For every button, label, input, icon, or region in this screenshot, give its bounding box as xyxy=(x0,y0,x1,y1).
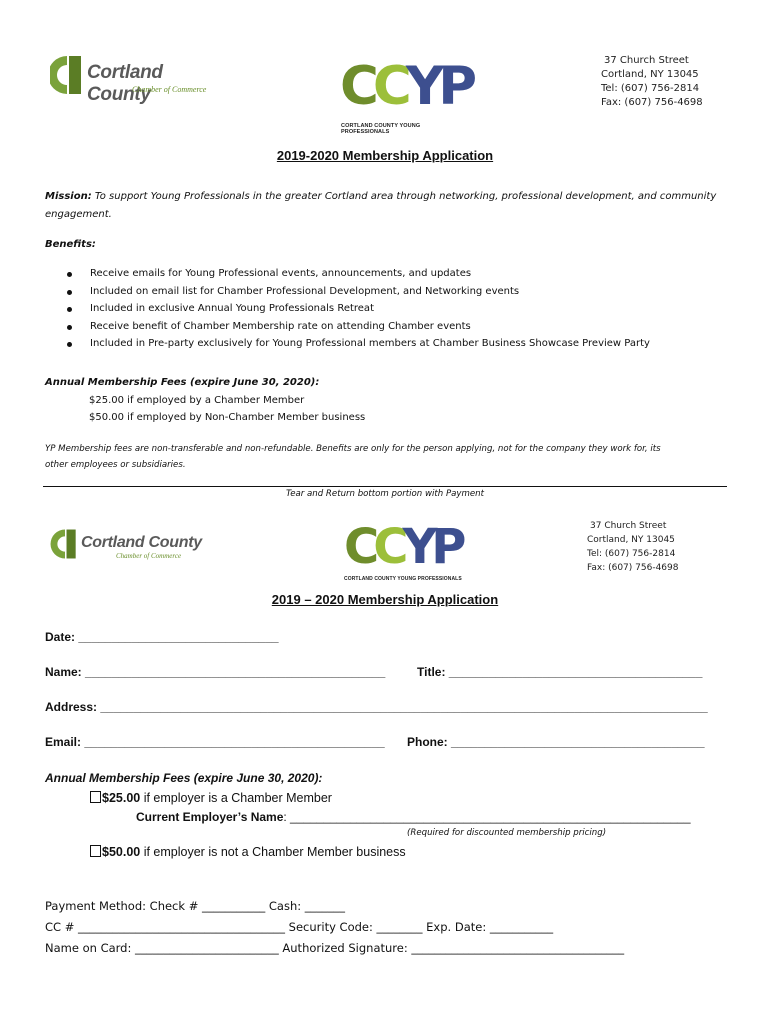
address-tel: Tel: (607) 756-2814 xyxy=(601,83,700,94)
tear-line-divider xyxy=(43,486,727,487)
chamber-logo-icon xyxy=(50,54,84,96)
list-item: Receive benefit of Chamber Membership rate on attending Chamber events xyxy=(45,318,735,336)
ccyp-logo-subtitle: CORTLAND COUNTY YOUNG PROFESSIONALS xyxy=(344,576,462,582)
benefits-label: Benefits: xyxy=(45,239,96,250)
option-non-chamber[interactable] xyxy=(90,845,406,859)
top-address-block xyxy=(601,54,703,110)
form-title: 2019 – 2020 Membership Application xyxy=(271,592,499,607)
mission-statement xyxy=(45,188,735,224)
list-item: Included in exclusive Annual Young Professionals Retreat xyxy=(45,300,735,318)
employer-line[interactable]: : ____________________________________________________________ xyxy=(283,810,691,824)
chamber-logo-bottom xyxy=(50,528,210,564)
list-item: Receive emails for Young Professional events, announcements, and updates xyxy=(45,265,735,283)
bullet-icon xyxy=(67,307,72,312)
address-city: Cortland, NY 13045 xyxy=(601,69,699,80)
address-field[interactable]: Address: ___________________________________________________________________________________________ xyxy=(45,700,708,714)
top-page-title: 2019-2020 Membership Application xyxy=(276,148,494,163)
chamber-logo-icon xyxy=(50,528,80,560)
mission-label: Mission: xyxy=(45,191,92,202)
option-amount: $50.00 xyxy=(102,845,141,859)
title-field[interactable]: Title: ______________________________________ xyxy=(417,665,703,679)
address-fax: Fax: (607) 756-4698 xyxy=(587,563,679,573)
chamber-logo xyxy=(50,54,230,105)
employer-label: Current Employer’s Name xyxy=(136,810,284,824)
chamber-logo-subtitle: Chamber of Commerce xyxy=(132,85,207,94)
ccyp-logo-bottom xyxy=(344,519,474,586)
option-chamber-member[interactable] xyxy=(90,791,332,805)
list-item: Included on email list for Chamber Professional Development, and Networking events xyxy=(45,283,735,301)
date-field[interactable]: Date: ______________________________ xyxy=(45,630,279,644)
mission-text: To support Young Professionals in the greater Cortland area through networking, professional development, and community xyxy=(91,191,717,202)
list-item: Included in Pre-party exclusively for Young Professional members at Chamber Business Showcase Preview Party xyxy=(45,335,735,353)
refund-note: YP Membership fees are non-transferable and non-refundable. Benefits are only for the person applying, not for the company they work for, its other employees or subsidiaries. xyxy=(45,444,661,470)
ccyp-logo-letters: CCYP xyxy=(340,56,472,117)
top-fees-heading: Annual Membership Fees (expire June 30, 2020): xyxy=(45,377,320,388)
checkbox-non-chamber[interactable] xyxy=(90,845,101,857)
name-on-card-field[interactable]: Name on Card: _________________________ Authorized Signature: _____________________________________ xyxy=(45,941,625,955)
address-fax: Fax: (607) 756-4698 xyxy=(601,97,703,108)
employer-name-field[interactable] xyxy=(136,810,691,824)
tear-instructions: Tear and Return bottom portion with Payment xyxy=(286,489,484,499)
option-amount: $25.00 xyxy=(102,791,141,805)
bullet-icon xyxy=(67,290,72,295)
chamber-logo-name: Cortland County xyxy=(81,534,202,551)
address-street: 37 Church Street xyxy=(604,55,689,66)
bullet-icon xyxy=(67,325,72,330)
required-note: (Required for discounted membership pricing) xyxy=(407,828,607,838)
email-field[interactable]: Email: _____________________________________________ xyxy=(45,735,385,749)
address-tel: Tel: (607) 756-2814 xyxy=(587,549,676,559)
ccyp-logo xyxy=(340,56,472,135)
option-text: if employer is a Chamber Member xyxy=(140,791,332,805)
bullet-icon xyxy=(67,272,72,277)
chamber-logo-subtitle: Chamber of Commerce xyxy=(116,552,182,560)
benefits-list xyxy=(45,265,735,353)
option-text: if employer is not a Chamber Member business xyxy=(140,845,406,859)
ccyp-logo-subtitle: CORTLAND COUNTY YOUNG PROFESSIONALS xyxy=(341,123,421,135)
address-street: 37 Church Street xyxy=(590,521,667,531)
top-fee-chamber: $25.00 if employed by a Chamber Member xyxy=(89,394,305,406)
bullet-icon xyxy=(67,342,72,347)
address-city: Cortland, NY 13045 xyxy=(587,535,675,545)
credit-card-field[interactable]: CC # ____________________________________ Security Code: ________ Exp. Date: ___________ xyxy=(45,920,554,934)
form-fees-heading: Annual Membership Fees (expire June 30, 2020): xyxy=(45,771,323,785)
phone-field[interactable]: Phone: ______________________________________ xyxy=(407,735,705,749)
payment-method-field[interactable]: Payment Method: Check # ___________ Cash: _______ xyxy=(45,899,346,913)
mission-text-cont: engagement. xyxy=(45,209,112,220)
ccyp-logo-letters: CCYP xyxy=(344,519,461,575)
chamber-logo-name: Cortland County xyxy=(87,62,163,105)
bottom-address-block xyxy=(587,519,678,575)
name-field[interactable]: Name: _____________________________________________ xyxy=(45,665,386,679)
checkbox-chamber-member[interactable] xyxy=(90,791,101,803)
top-fees-section xyxy=(45,374,365,427)
top-fee-nonchamber: $50.00 if employed by Non-Chamber Member business xyxy=(89,412,366,423)
